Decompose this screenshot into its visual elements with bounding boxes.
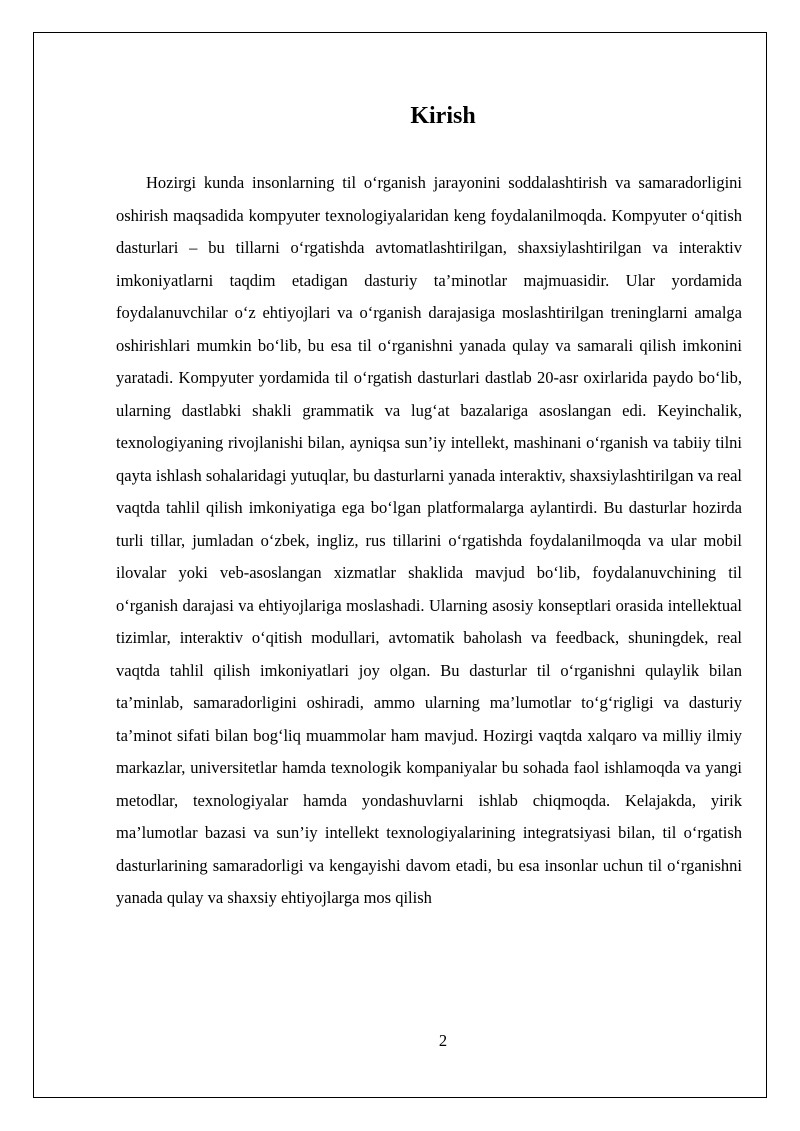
page-number: 2 [438,1031,448,1050]
body-paragraph: Hozirgi kunda insonlarning til o‘rganish jarayonini soddalashtirish va samaradorligini oshirish maqsadida kompyuter texnologiyalaridan keng foydalanilmoqda. Kompyuter o‘qitish dasturlari – bu tillarni o‘rgatishda avtomatlashtirilgan, shaxsiylashtirilgan va interaktiv imkoniyatlarni taqdim etadigan dasturiy ta’minotlar majmuasidir. Ular yordamida foydalanuvchilar o‘z ehtiyojlari va o‘rganish darajasiga moslashtirilgan treninglarni amalga oshirishlari mumkin bo‘lib, bu esa til o‘rganishni yanada qulay va samarali qilish imkonini yaratadi. Kompyuter yordamida til o‘rgatish dasturlari dastlab 20-asr oxirlarida paydo bo‘lib, ularning dastlabki shakli grammatik va lug‘at bazalariga asoslangan edi. Keyinchalik, texnologiyaning rivojlanishi bilan, ayniqsa sun’iy intellekt, mashinani o‘rganish va tabiiy tilni qayta ishlash sohalaridagi yutuqlar, bu dasturlarni yanada interaktiv, shaxsiylashtirilgan va real vaqtda tahlil qilish imkoniyatiga ega bo‘lgan platformalarga aylantirdi. Bu dasturlar hozirda turli tillar, jumladan o‘zbek, ingliz, rus tillarini o‘rgatishda foydalanilmoqda va ular mobil ilovalar yoki veb-asoslangan xizmatlar shaklida mavjud bo‘lib, foydalanuvchining til o‘rganish darajasi va ehtiyojlariga moslashadi. Ularning asosiy konseptlari orasida intellektual tizimlar, interaktiv o‘qitish modullari, avtomatik baholash va feedback, shuningdek, real vaqtda tahlil qilish imkoniyatlari joy olgan. Bu dasturlar til o‘rganishni qulaylik bilan ta’minlab, samaradorligini oshiradi, ammo ularning ma’lumotlar to‘g‘rigligi va dasturiy ta’minot sifati bilan bog‘liq muammolar ham mavjud. Hozirgi vaqtda xalqaro va milliy ilmiy markazlar, universitetlar hamda texnologik kompaniyalar bu sohada faol ishlamoqda va yangi metodlar, texnologiyalar hamda yondashuvlarni ishlab chiqmoqda. Kelajakda, yirik ma’lumotlar bazasi va sun’iy intellekt texnologiyalarining integratsiyasi bilan, til o‘rgatish dasturlarining samaradorligi va kengayishi davom etadi, bu esa insonlar uchun til o‘rganishni yanada qulay va shaxsiy ehtiyojlarga mos qilish [116,173,743,907]
page-title: Kirish [410,103,476,129]
